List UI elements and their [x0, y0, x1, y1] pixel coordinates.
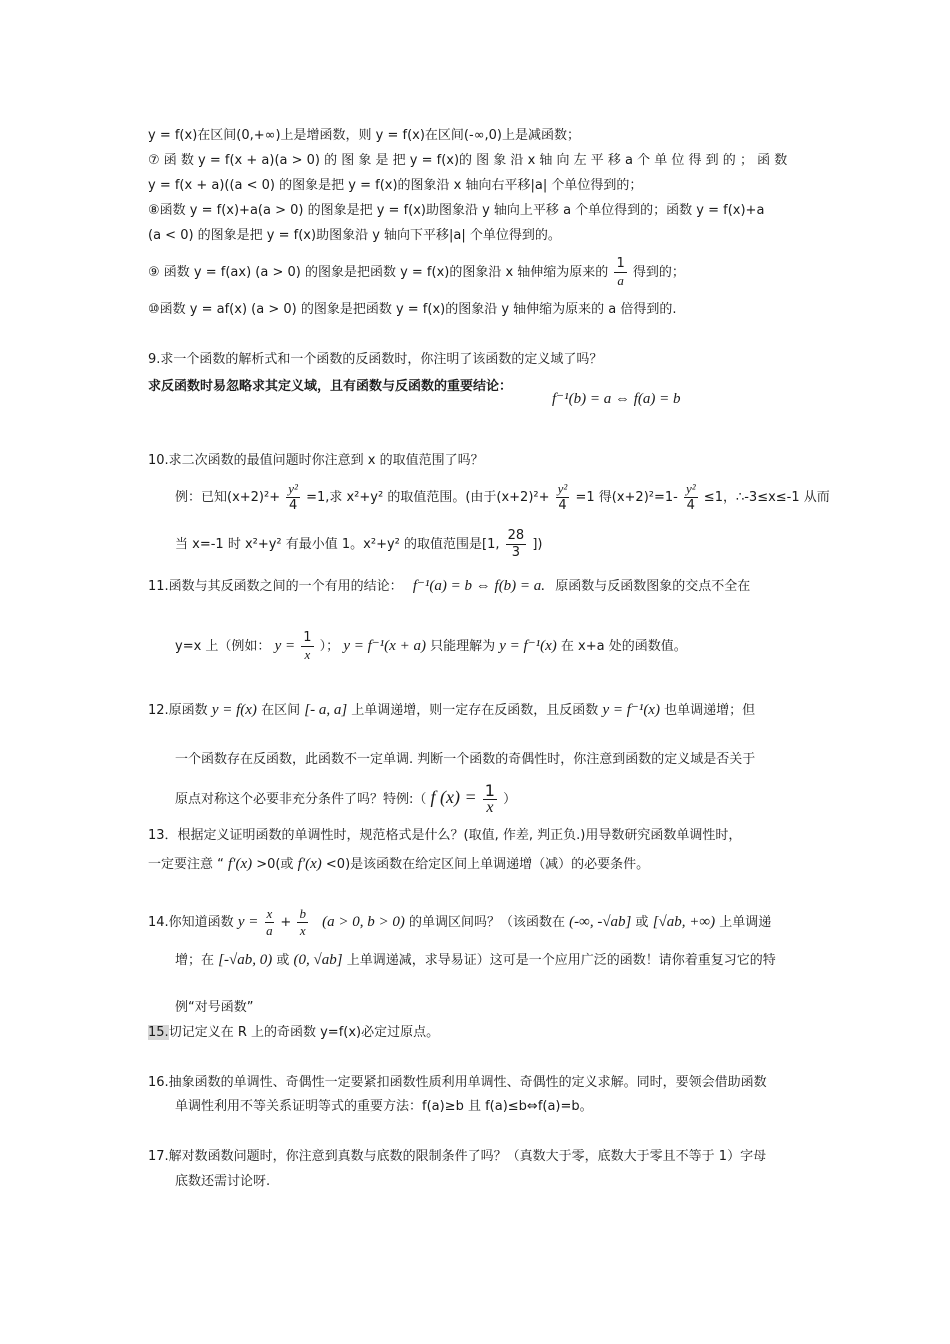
item-14-y: y = [237, 914, 259, 930]
item-17: 17.解对数函数问题时，你注意到真数与底数的限制条件了吗？（真数大于零，底数大于零且不等于 1）字母 [148, 1149, 767, 1164]
frac-den: 4 [288, 498, 298, 513]
item-14-c: 或 [635, 915, 649, 930]
item-12-interval: [- a, a] [304, 702, 348, 718]
item-12-line-2: 一个函数存在反函数，此函数不一定单调. 判断一个函数的奇偶性时，你注意到函数的定义域是否关于 [175, 752, 756, 767]
item-11-text-b: 原函数与反函数图象的交点不全在 [555, 579, 751, 594]
item-9-question: 9.求一个函数的解析式和一个函数的反函数时，你注明了该函数的定义域了吗？ [148, 352, 603, 367]
item-11-example [175, 626, 687, 667]
frac-num: y² [288, 481, 298, 496]
item-9-conclusion: 求反函数时易忽略求其定义域，且有函数与反函数的重要结论： [148, 379, 513, 394]
item-12-formula-1: y = f(x) [211, 702, 257, 718]
item-12-line-3-a: 原点对称这个必要非充分条件了吗？特例:（ [175, 792, 427, 807]
fraction-28-over-3 [506, 528, 527, 561]
text-line-2: ⑦ 函 数 y = f(x + a)(a > 0) 的 图 象 是 把 y = f(x)的 图 象 沿 x 轴 向 左 平 移 a 个 单 位 得 到 的 ； 函 数 [148, 153, 788, 168]
text-line-6-b: 得到的； [632, 265, 685, 280]
frac-den: a [266, 923, 273, 938]
item-11-example-c: 只能理解为 [430, 639, 496, 654]
plus-sign: + [280, 915, 292, 930]
item-12-line-3-b: ） [503, 792, 517, 807]
text-line-6 [148, 256, 685, 290]
item-14-a: 14.你知道函数 [148, 915, 234, 930]
frac-den: a [617, 273, 624, 288]
item-12-line-3 [175, 775, 516, 822]
example-text-a: 例：已知(x+2)²+ [175, 490, 281, 505]
frac-num: y² [685, 481, 696, 496]
inverse-function-formula: f⁻¹(b) = a ⇔ f(a) = b [552, 391, 681, 407]
item-14-b: 的单调区间吗？（该函数在 [408, 915, 565, 930]
fraction-y2-over-4-b [556, 481, 570, 514]
example-text-d: ≤1，∴-3≤x≤-1 从而 [703, 490, 830, 505]
item-10-example-result [175, 525, 542, 565]
item-12-special-formula: f (x) = [430, 787, 477, 807]
frac-den: 4 [686, 498, 695, 513]
fraction-1-over-x-2 [483, 783, 497, 816]
item-12-b: 在区间 [261, 703, 301, 718]
item-13: 13．根据定义证明函数的单调性时，规范格式是什么？(取值, 作差, 判正负.)用导数研究函数单调性时， [148, 828, 742, 843]
frac-num: x [266, 906, 273, 921]
derivative-positive: f′(x) [228, 856, 253, 872]
item-14-line-2 [175, 950, 776, 971]
item-16-line-2: 单调性利用不等关系证明等式的重要方法：f(a)≥b 且 f(a)≤b⇔f(a)=b。 [175, 1099, 593, 1114]
frac-den: x [299, 923, 306, 938]
item-11-example-formula-1: y = f⁻¹(x + a) [343, 638, 426, 654]
frac-num: 1 [616, 256, 625, 271]
item-14-interval-4: (0, √ab] [293, 952, 343, 968]
example-text-b: =1,求 x²+y² 的取值范围。(由于(x+2)²+ [306, 490, 550, 505]
item-11-formula: f⁻¹(a) = b ⇔ f(b) = a. [412, 578, 546, 594]
item-14-interval-1: (-∞, -√ab] [569, 914, 632, 930]
item-11-example-y: y = [274, 638, 296, 654]
item-14-line-3: 例“对号函数” [175, 1000, 254, 1015]
fraction-one-over-a [614, 256, 626, 289]
item-12 [148, 700, 755, 721]
item-11-example-d: 在 x+a 处的函数值。 [560, 639, 687, 654]
fraction-1-over-x [301, 630, 313, 663]
frac-den: x [486, 799, 494, 816]
item-15-number: 15. [148, 1025, 169, 1040]
item-13-c: <0)是该函数在给定区间上单调递增（减）的必要条件。 [325, 857, 650, 872]
item-14-line-2-a: 增；在 [175, 953, 215, 968]
item-14-line-2-c: 上单调递减，求导易证）这可是一个应用广泛的函数！请你着重复习它的特 [346, 953, 776, 968]
item-13-b: >0(或 [256, 857, 294, 872]
fraction-x-over-a [265, 906, 275, 939]
item-11-example-a: y=x 上（例如： [175, 639, 271, 654]
fraction-b-over-x [297, 906, 308, 939]
item-10-example [175, 478, 830, 518]
item-16: 16.抽象函数的单调性、奇偶性一定要紧扣函数性质利用单调性、奇偶性的定义求解。同时，要领会借助函数 [148, 1075, 767, 1090]
item-14-d: 上单调递 [719, 915, 772, 930]
item-17-line-2: 底数还需讨论呀. [175, 1174, 271, 1189]
text-line-7: ⑩函数 y = af(x) (a > 0) 的图象是把函数 y = f(x)的图象沿 y 轴伸缩为原来的 a 倍得到的. [148, 302, 677, 317]
item-15-text: 切记定义在 R 上的奇函数 y=f(x)必定过原点。 [168, 1025, 440, 1040]
item-11-example-b: ）； [319, 639, 340, 654]
item-13-a: 一定要注意 “ [148, 857, 224, 872]
item-12-formula-2: y = f⁻¹(x) [602, 702, 660, 718]
item-11-text-a: 11.函数与其反函数之间的一个有用的结论： [148, 579, 403, 594]
text-line-3: y = f(x + a)((a < 0) 的图象是把 y = f(x)的图象沿 x 轴向右平移|a| 个单位得到的； [148, 178, 643, 193]
frac-num: 1 [484, 781, 495, 800]
frac-num: 1 [303, 630, 312, 645]
result-text-b: ]) [532, 537, 543, 552]
item-14-interval-3: [-√ab, 0) [218, 952, 273, 968]
item-14-condition: (a > 0, b > 0) [322, 914, 405, 930]
item-11-example-formula-2: y = f⁻¹(x) [499, 638, 557, 654]
item-12-a: 12.原函数 [148, 703, 208, 718]
item-14-line-2-b: 或 [276, 953, 290, 968]
text-line-1: y = f(x)在区间(0,+∞)上是增函数，则 y = f(x)在区间(-∞,0)上是减函数； [148, 128, 580, 143]
text-line-4: ⑧函数 y = f(x)+a(a > 0) 的图象是把 y = f(x)助图象沿 y 轴向上平移 a 个单位得到的；函数 y = f(x)+a [148, 203, 765, 218]
item-14-interval-2: [√ab, +∞) [652, 914, 716, 930]
derivative-negative: f′(x) [297, 856, 322, 872]
item-12-c: 上单调递增，则一定存在反函数，且反函数 [351, 703, 599, 718]
frac-num: 28 [507, 528, 525, 543]
item-14 [148, 902, 771, 943]
item-11 [148, 576, 750, 597]
item-12-d: 也单调递增；但 [664, 703, 756, 718]
frac-den: x [304, 647, 311, 662]
example-text-c: =1 得(x+2)²=1- [575, 490, 678, 505]
item-15 [148, 1023, 439, 1043]
text-line-6-a: ⑨ 函数 y = f(ax) (a > 0) 的图象是把函数 y = f(x)的图象沿 x 轴伸缩为原来的 [148, 265, 609, 280]
frac-num: y² [557, 481, 568, 496]
text-line-5: (a < 0) 的图象是把 y = f(x)助图象沿 y 轴向下平移|a| 个单位得到的。 [148, 228, 561, 243]
item-13-line-2 [148, 854, 649, 875]
item-10-question: 10.求二次函数的最值问题时你注意到 x 的取值范围了吗？ [148, 453, 484, 468]
result-text-a: 当 x=-1 时 x²+y² 有最小值 1。x²+y² 的取值范围是[1, [175, 537, 500, 552]
frac-den: 3 [511, 545, 521, 560]
fraction-y2-over-4-a [286, 481, 300, 514]
fraction-y2-over-4-c [684, 481, 698, 514]
frac-den: 4 [558, 498, 567, 513]
frac-num: b [299, 906, 306, 921]
